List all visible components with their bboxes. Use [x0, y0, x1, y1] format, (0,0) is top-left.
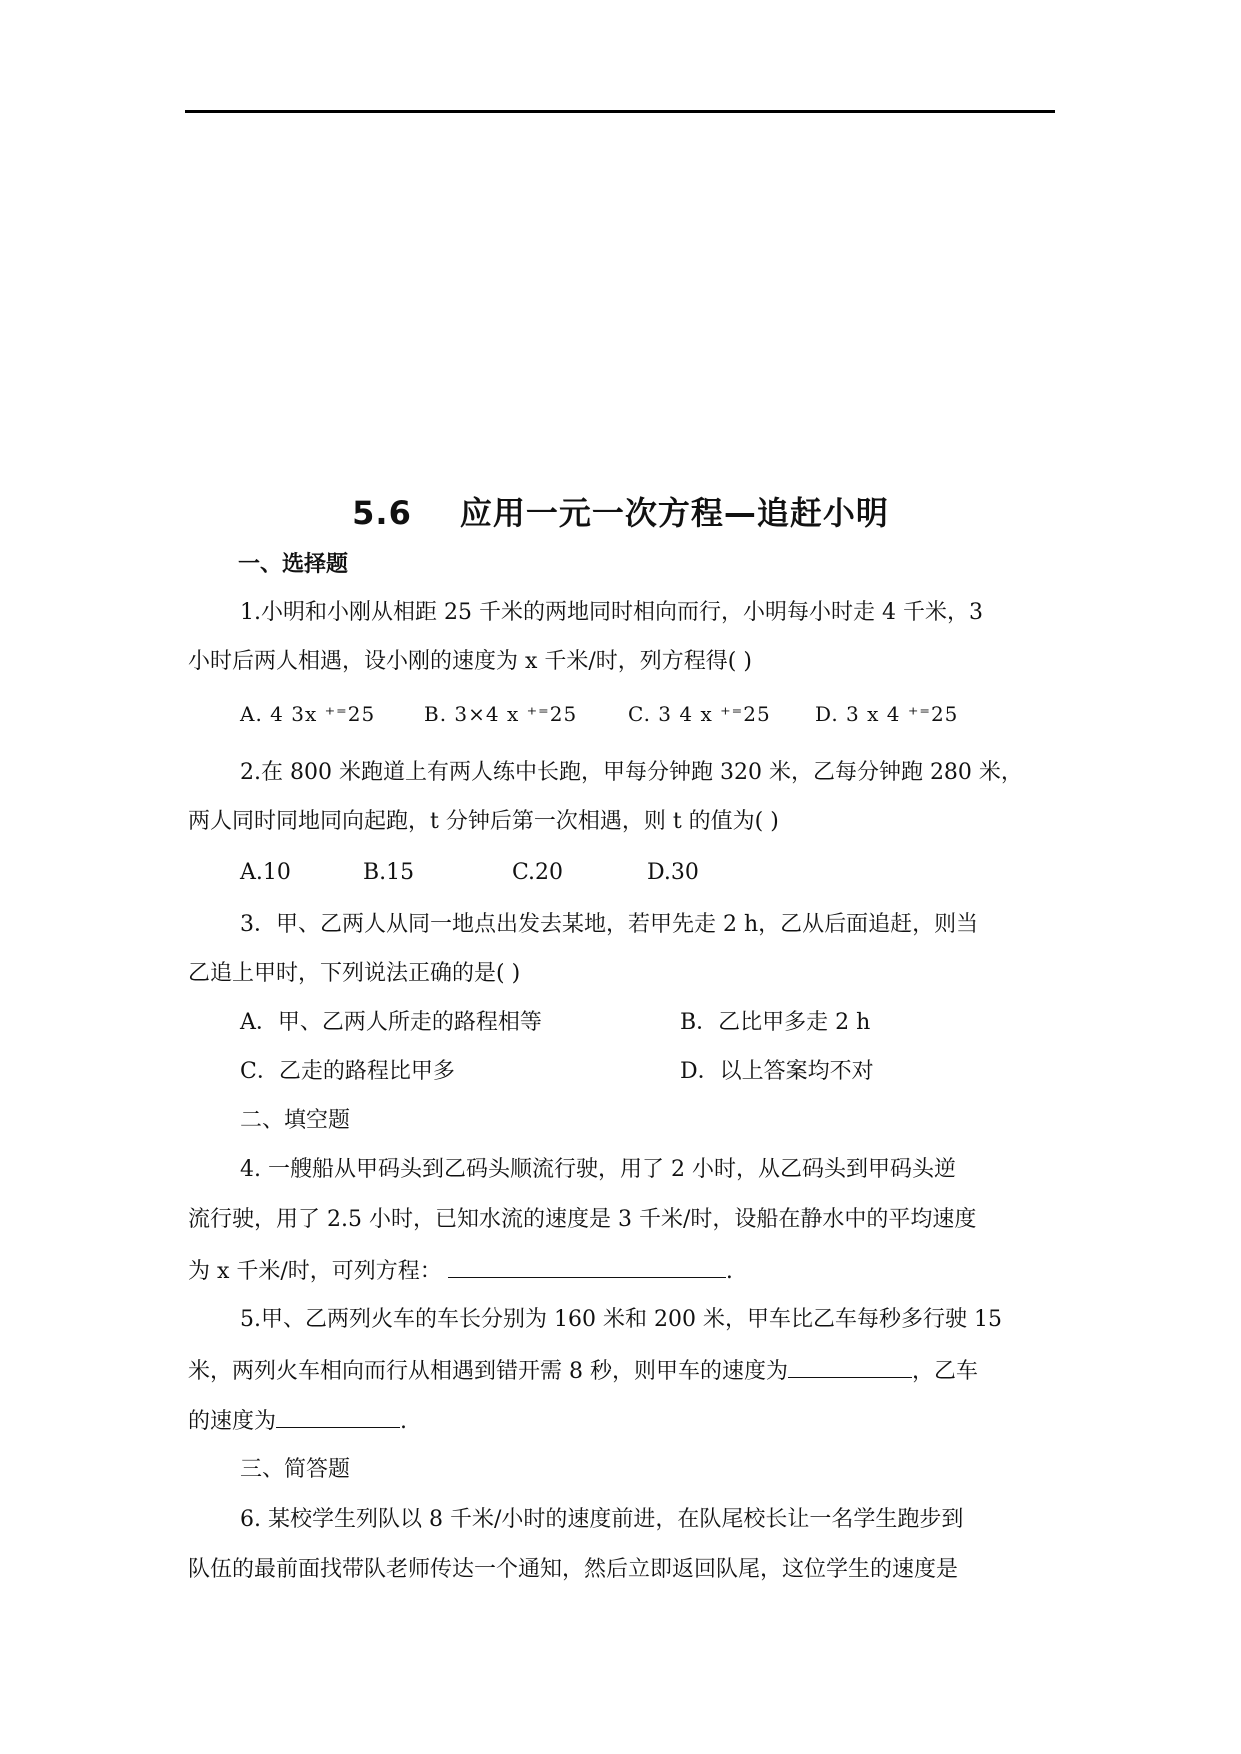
q2-option-a: A.10 — [240, 860, 291, 885]
q1-line1: 1.小明和小刚从相距 25 千米的两地同时相向而行，小明每小时走 4 千米，3 — [240, 600, 983, 625]
q3-option-a: A．甲、乙两人所走的路程相等 — [240, 1010, 542, 1035]
q5-line3 — [188, 1405, 407, 1437]
q1-option-c: C. 3 4 x ⁺⁼25 — [628, 702, 771, 726]
q3-option-b: B．乙比甲多走 2 h — [680, 1010, 871, 1035]
q5-line1: 5.甲、乙两列火车的车长分别为 160 米和 200 米，甲车比乙车每秒多行驶 15 — [240, 1307, 1002, 1332]
q5-line3-text: 的速度为 — [188, 1409, 277, 1434]
q4-line2: 流行驶，用了 2.5 小时，已知水流的速度是 3 千米/时，设船在静水中的平均速度 — [188, 1207, 977, 1232]
q4-line3-text: 为 x 千米/时，可列方程： — [188, 1259, 442, 1284]
q2-line2: 两人同时同地同向起跑，t 分钟后第一次相遇，则 t 的值为( ) — [188, 809, 779, 834]
q6-line2: 队伍的最前面找带队老师传达一个通知，然后立即返回队尾，这位学生的速度是 — [188, 1557, 959, 1582]
q4-period: . — [725, 1259, 733, 1284]
q4-answer-blank[interactable] — [448, 1255, 726, 1278]
section-number: 5.6 — [352, 494, 412, 532]
q1-option-b: B. 3×4 x ⁺⁼25 — [424, 702, 578, 726]
q5-answer-blank-jia[interactable] — [788, 1355, 912, 1378]
q1-option-d: D. 3 x 4 ⁺⁼25 — [815, 702, 959, 726]
q3-line2: 乙追上甲时，下列说法正确的是( ) — [188, 961, 521, 986]
q1-line2: 小时后两人相遇，设小刚的速度为 x 千米/时，列方程得( ) — [188, 649, 752, 674]
section-heading-choice: 一、选择题 — [238, 552, 349, 577]
q1-option-a: A. 4 3x ⁺⁼25 — [240, 702, 376, 726]
q3-option-c: C．乙走的路程比甲多 — [240, 1059, 455, 1084]
q5-line2-text: 米，两列火车相向而行从相遇到错开需 8 秒，则甲车的速度为 — [188, 1359, 788, 1384]
q2-option-c: C.20 — [512, 860, 564, 885]
q5-answer-blank-yi[interactable] — [276, 1405, 400, 1428]
q2-option-b: B.15 — [363, 860, 415, 885]
q5-line2 — [188, 1355, 978, 1387]
section-heading-fill: 二、填空题 — [240, 1108, 351, 1133]
q5-period: . — [400, 1409, 408, 1434]
q2-option-d: D.30 — [647, 860, 699, 885]
q6-line1: 6. 某校学生列队以 8 千米/小时的速度前进，在队尾校长让一名学生跑步到 — [240, 1507, 964, 1532]
q5-line2-tail: ，乙车 — [912, 1359, 979, 1384]
q2-line1: 2.在 800 米跑道上有两人练中长跑，甲每分钟跑 320 米，乙每分钟跑 280 米， — [240, 760, 1023, 785]
section-heading-short: 三、简答题 — [240, 1457, 351, 1482]
header-rule — [185, 110, 1055, 113]
title-text: 应用一元一次方程—追赶小明 — [459, 494, 889, 532]
q4-line1: 4. 一艘船从甲码头到乙码头顺流行驶，用了 2 小时，从乙码头到甲码头逆 — [240, 1157, 956, 1182]
q3-line1: 3．甲、乙两人从同一地点出发去某地，若甲先走 2 h，乙从后面追赶，则当 — [240, 912, 979, 937]
q4-line3 — [188, 1255, 733, 1287]
page-title — [0, 488, 1241, 534]
q3-option-d: D．以上答案均不对 — [680, 1059, 874, 1084]
